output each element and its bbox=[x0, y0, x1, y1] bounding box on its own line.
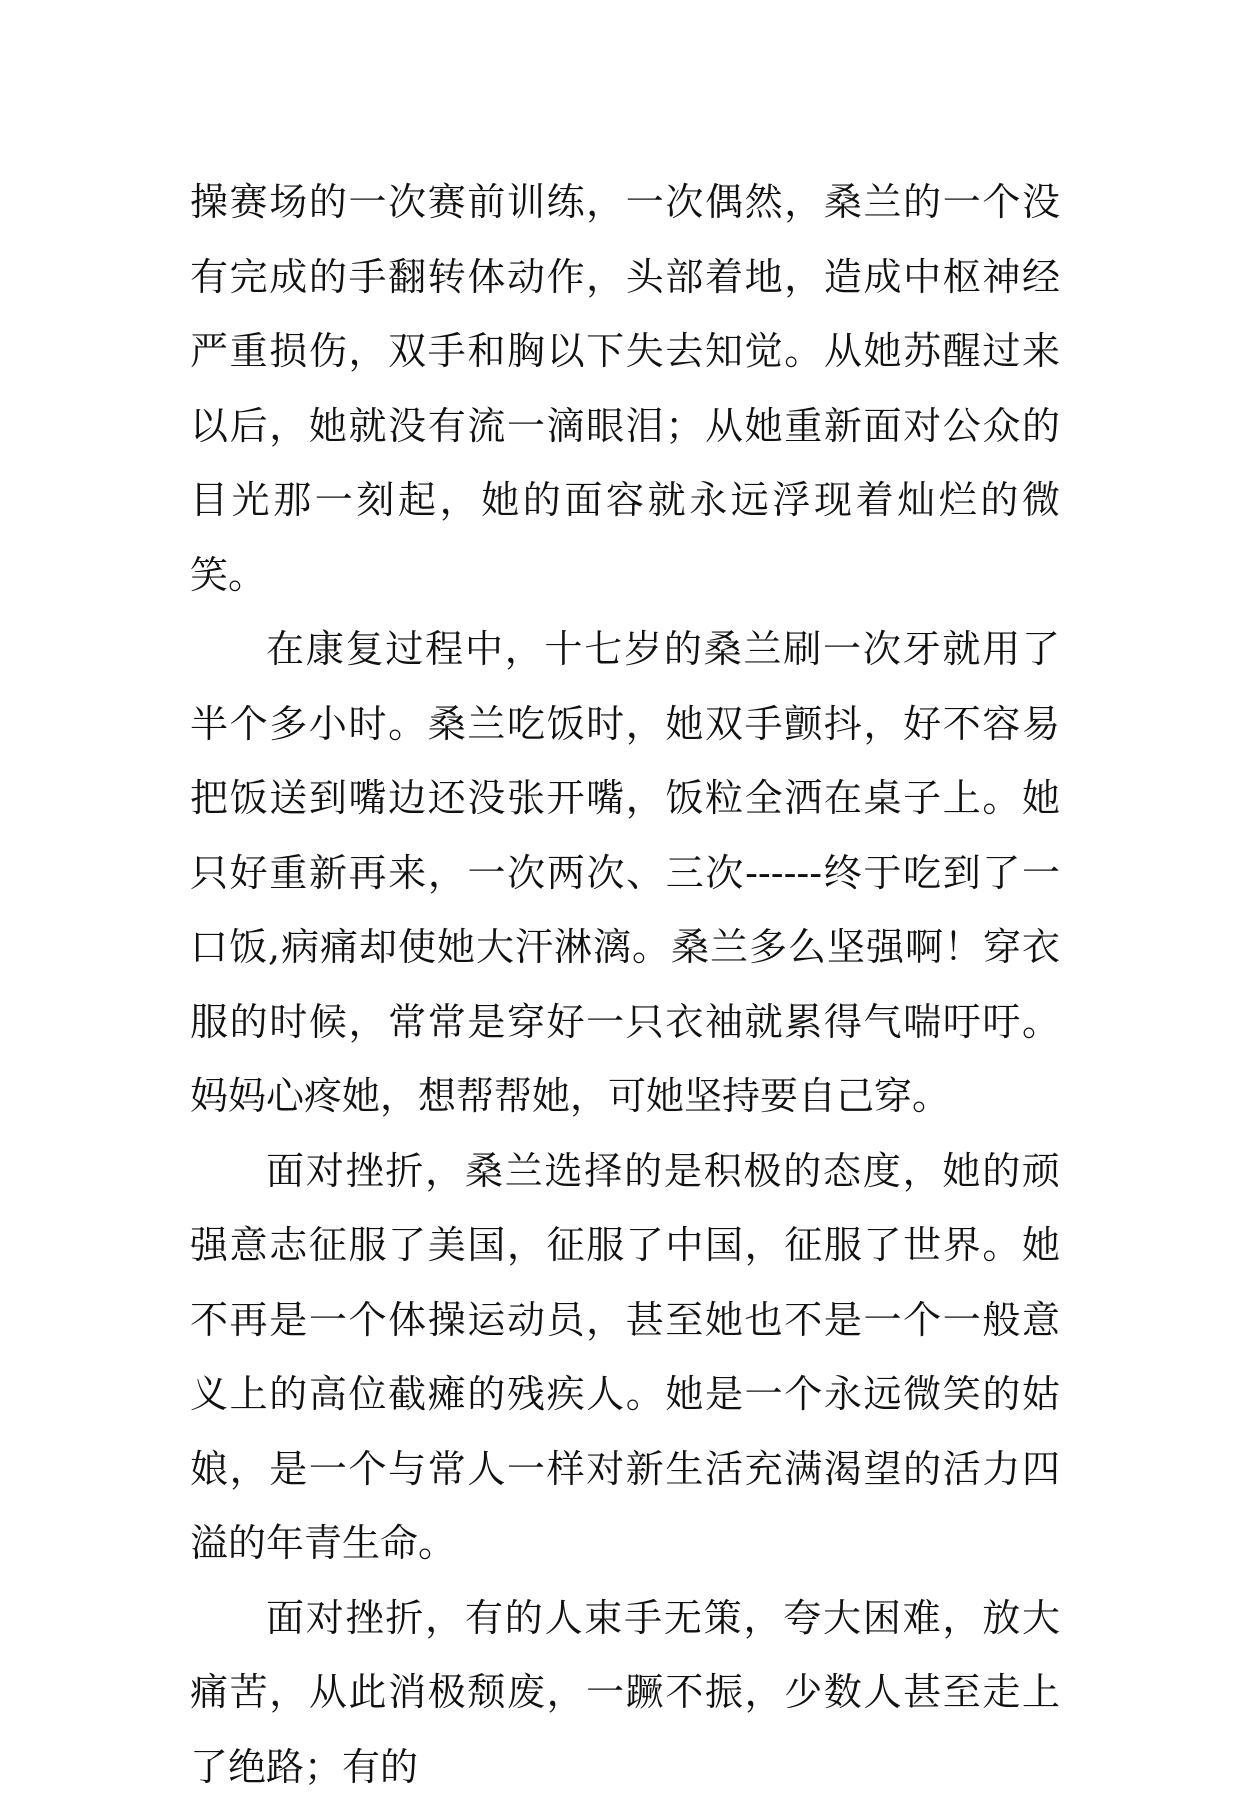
paragraph-setbacks: 面对挫折，有的人束手无策，夸大困难，放大痛苦，从此消极颓废，一蹶不振，少数人甚至走上了绝路；有的 bbox=[190, 1581, 1060, 1804]
paragraph-attitude: 面对挫折，桑兰选择的是积极的态度，她的顽强意志征服了美国，征服了中国，征服了世界。她不再是一个体操运动员，甚至她也不是一个一般意义上的高位截瘫的残疾人。她是一个永远微笑的姑娘，是一个与常人一样对新生活充满渴望的活力四溢的年青生命。 bbox=[190, 1134, 1060, 1581]
paragraph-rehabilitation: 在康复过程中，十七岁的桑兰刷一次牙就用了半个多小时。桑兰吃饭时，她双手颤抖，好不容易把饭送到嘴边还没张开嘴，饭粒全洒在桌子上。她只好重新再来，一次两次、三次------终于吃到了一口饭,病痛却使她大汗淋漓。桑兰多么坚强啊！穿衣服的时候，常常是穿好一只衣袖就累得气喘吁吁。妈妈心疼她，想帮帮她，可她坚持要自己穿。 bbox=[190, 612, 1060, 1134]
paragraph-continuation: 操赛场的一次赛前训练，一次偶然，桑兰的一个没有完成的手翻转体动作，头部着地，造成中枢神经严重损伤，双手和胸以下失去知觉。从她苏醒过来以后，她就没有流一滴眼泪；从她重新面对公众的目光那一刻起，她的面容就永远浮现着灿烂的微笑。 bbox=[190, 165, 1060, 612]
body-text bbox=[190, 165, 1060, 1804]
